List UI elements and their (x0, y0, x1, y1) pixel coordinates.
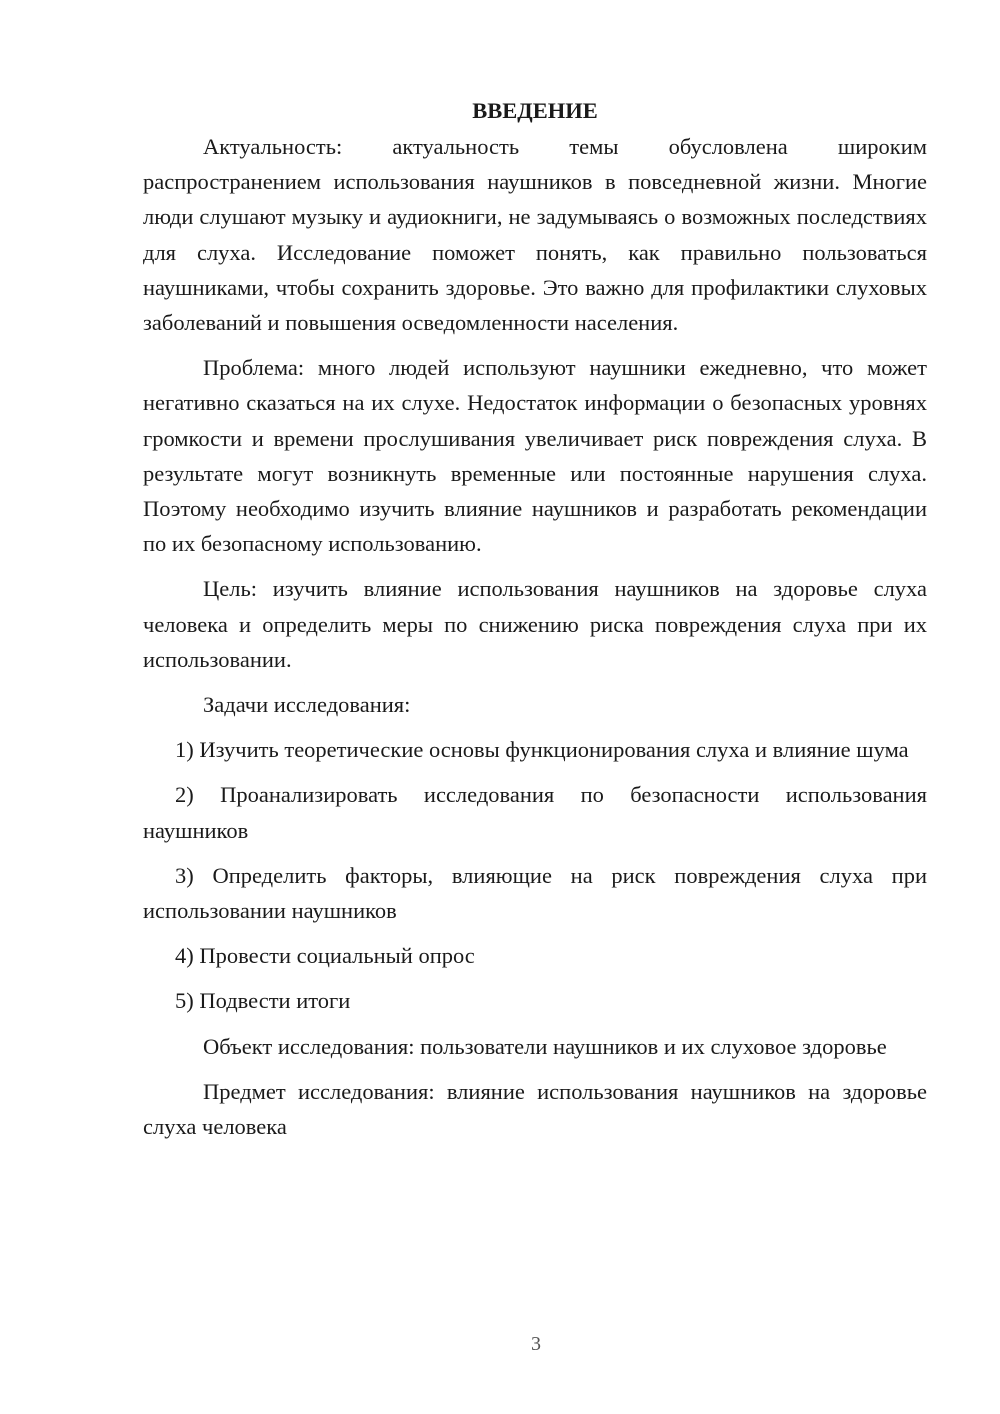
page-content (143, 96, 927, 1154)
subject-paragraph: Предмет исследования: влияние использования наушников на здоровье слуха человека (143, 1078, 927, 1140)
object-paragraph: Объект исследования: пользователи наушников и их слуховое здоровье (203, 1033, 887, 1059)
task-item: 1) Изучить теоретические основы функционирования слуха и влияние шума (175, 737, 909, 763)
task-item: 5) Подвести итоги (175, 988, 351, 1014)
task-item: 3) Определить факторы, влияющие на риск повреждения слуха при использовании наушников (143, 862, 927, 924)
task-item: 4) Провести социальный опрос (175, 943, 475, 969)
page-number: 3 (531, 1333, 541, 1355)
problem-paragraph: Проблема: много людей используют наушники ежедневно, что может негативно сказаться на их слухе. Недостаток информации о безопасных уровнях громкости и времени прослушивания увеличивает риск повреждения слуха. В результате могут возникнуть временные или постоянные нарушения слуха. Поэтому необходимо изучить влияние наушников и разработать рекомендации по их безопасному использованию. (143, 355, 927, 557)
relevance-paragraph: Актуальность: актуальность темы обусловлена широким распространением использования наушников в повседневной жизни. Многие люди слушают музыку и аудиокниги, не задумываясь о возможных последствиях для слуха. Исследование поможет понять, как правильно пользоваться наушниками, чтобы сохранить здоровье. Это важно для профилактики слуховых заболеваний и повышения осведомленности населения. (143, 134, 927, 336)
goal-paragraph: Цель: изучить влияние использования наушников на здоровье слуха человека и определить меры по снижению риска повреждения слуха при их использовании. (143, 576, 927, 672)
task-item: 2) Проанализировать исследования по безопасности использования наушников (143, 782, 927, 843)
tasks-title: Задачи исследования: (203, 692, 411, 718)
tasks-list (143, 732, 927, 1018)
section-heading: ВВЕДЕНИЕ (472, 98, 598, 123)
